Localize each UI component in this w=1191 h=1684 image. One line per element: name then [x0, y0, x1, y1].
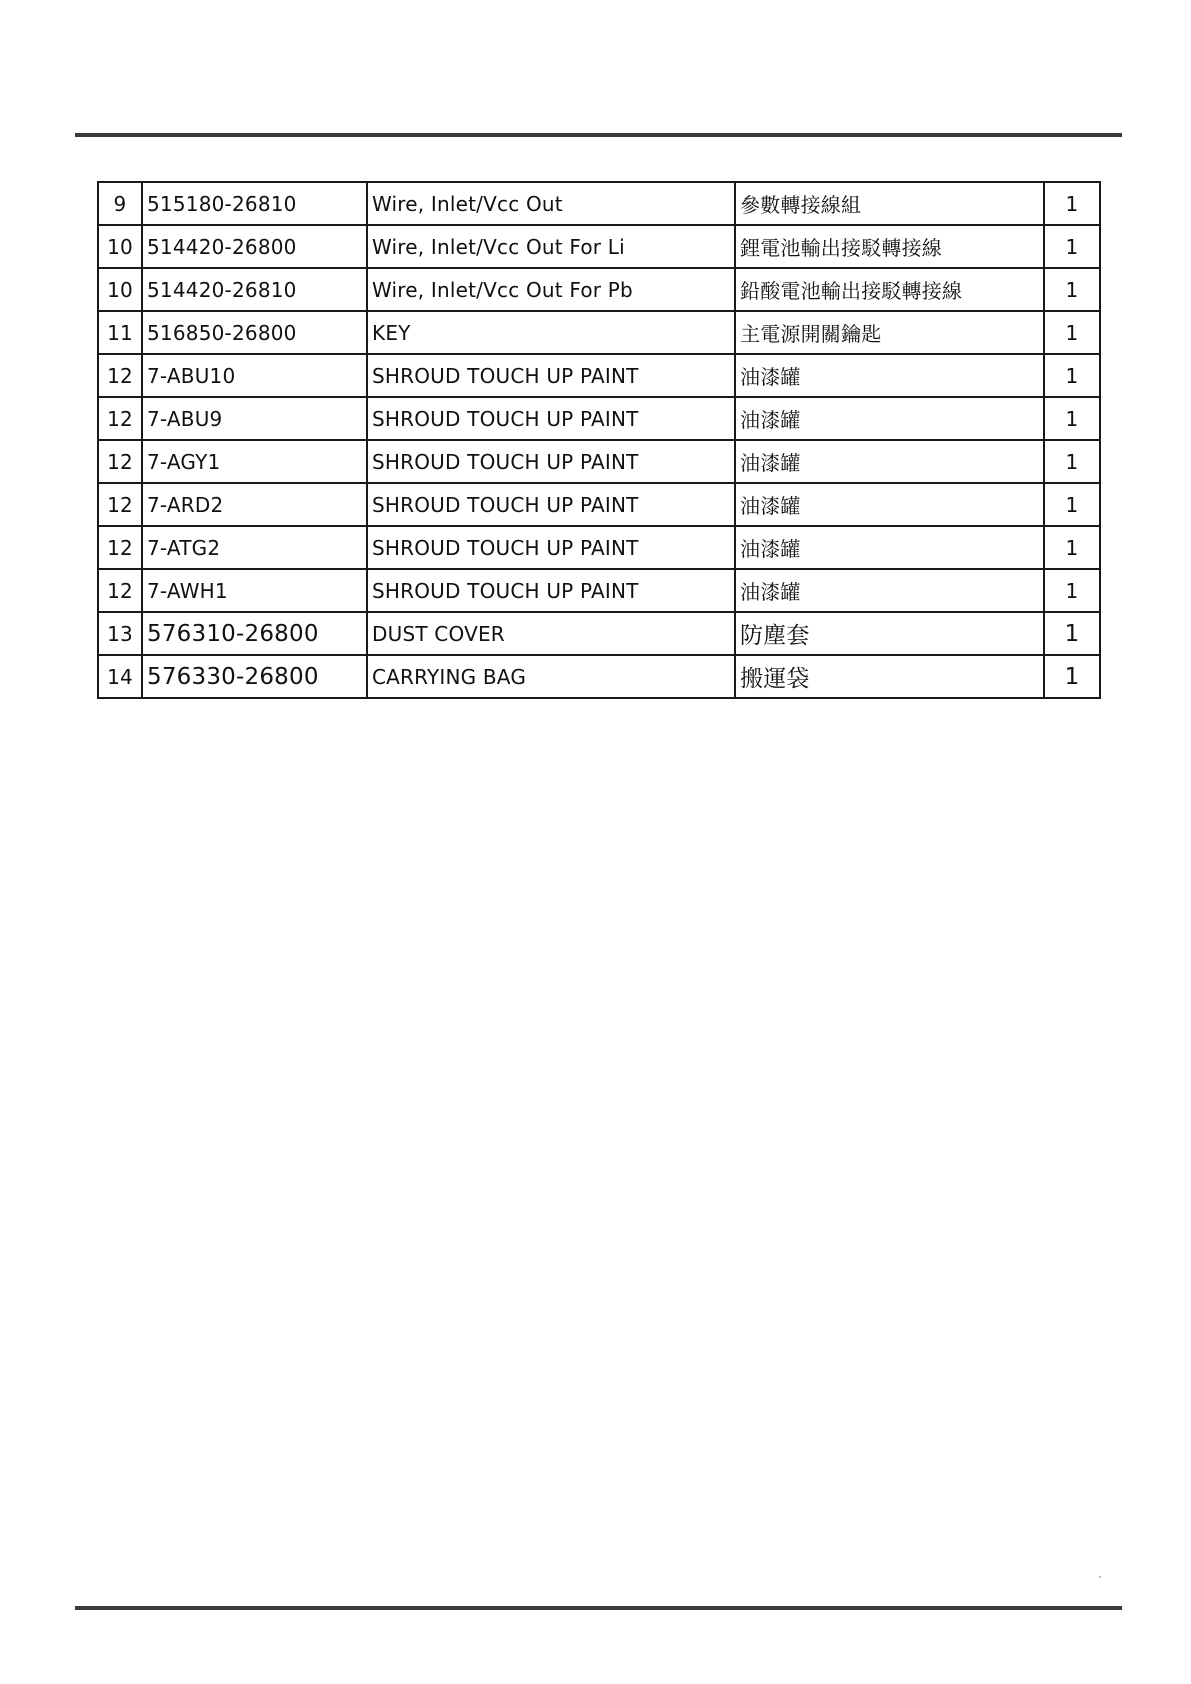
- item-number: 11: [98, 311, 142, 354]
- item-number: 10: [98, 268, 142, 311]
- parts-table: [97, 181, 1101, 699]
- scan-speck: [1099, 1576, 1101, 1578]
- part-number: 514420-26810: [142, 268, 367, 311]
- part-number: 7-ABU10: [142, 354, 367, 397]
- description-zh: 主電源開關鑰匙: [735, 311, 1044, 354]
- quantity: 1: [1044, 225, 1100, 268]
- quantity: 1: [1044, 569, 1100, 612]
- part-number: 576310-26800: [142, 612, 367, 655]
- quantity: 1: [1044, 354, 1100, 397]
- quantity: 1: [1044, 440, 1100, 483]
- description-zh: 油漆罐: [735, 569, 1044, 612]
- description-zh: 鉛酸電池輸出接駁轉接線: [735, 268, 1044, 311]
- item-number: 12: [98, 440, 142, 483]
- table-row: [98, 397, 1100, 440]
- table-row: [98, 268, 1100, 311]
- description: DUST COVER: [367, 612, 735, 655]
- table-row: [98, 182, 1100, 225]
- item-number: 12: [98, 483, 142, 526]
- description: KEY: [367, 311, 735, 354]
- description: SHROUD TOUCH UP PAINT: [367, 569, 735, 612]
- description-zh: 油漆罐: [735, 397, 1044, 440]
- description: SHROUD TOUCH UP PAINT: [367, 354, 735, 397]
- table-row: [98, 354, 1100, 397]
- description-zh: 油漆罐: [735, 483, 1044, 526]
- table-row: [98, 225, 1100, 268]
- item-number: 13: [98, 612, 142, 655]
- description: SHROUD TOUCH UP PAINT: [367, 397, 735, 440]
- description-zh: 防塵套: [735, 612, 1044, 655]
- table-row: [98, 569, 1100, 612]
- part-number: 7-ARD2: [142, 483, 367, 526]
- table-row: [98, 526, 1100, 569]
- item-number: 12: [98, 354, 142, 397]
- table-row: [98, 612, 1100, 655]
- part-number: 7-ABU9: [142, 397, 367, 440]
- item-number: 14: [98, 655, 142, 698]
- item-number: 9: [98, 182, 142, 225]
- quantity: 1: [1044, 397, 1100, 440]
- description-zh: 搬運袋: [735, 655, 1044, 698]
- description: SHROUD TOUCH UP PAINT: [367, 526, 735, 569]
- part-number: 7-AWH1: [142, 569, 367, 612]
- item-number: 12: [98, 569, 142, 612]
- description-zh: 鋰電池輸出接駁轉接線: [735, 225, 1044, 268]
- footer-rule: [75, 1606, 1122, 1610]
- part-number: 7-ATG2: [142, 526, 367, 569]
- description-zh: 參數轉接線組: [735, 182, 1044, 225]
- table-row: [98, 655, 1100, 698]
- description: Wire, Inlet/Vcc Out: [367, 182, 735, 225]
- part-number: 576330-26800: [142, 655, 367, 698]
- part-number: 516850-26800: [142, 311, 367, 354]
- description-zh: 油漆罐: [735, 526, 1044, 569]
- quantity: 1: [1044, 268, 1100, 311]
- item-number: 10: [98, 225, 142, 268]
- header-rule: [75, 133, 1122, 137]
- part-number: 515180-26810: [142, 182, 367, 225]
- table-row: [98, 440, 1100, 483]
- quantity: 1: [1044, 311, 1100, 354]
- part-number: 7-AGY1: [142, 440, 367, 483]
- item-number: 12: [98, 397, 142, 440]
- item-number: 12: [98, 526, 142, 569]
- quantity: 1: [1044, 483, 1100, 526]
- quantity: 1: [1044, 655, 1100, 698]
- quantity: 1: [1044, 612, 1100, 655]
- table-row: [98, 483, 1100, 526]
- description: Wire, Inlet/Vcc Out For Li: [367, 225, 735, 268]
- description: CARRYING BAG: [367, 655, 735, 698]
- description: SHROUD TOUCH UP PAINT: [367, 440, 735, 483]
- quantity: 1: [1044, 526, 1100, 569]
- description-zh: 油漆罐: [735, 440, 1044, 483]
- description: SHROUD TOUCH UP PAINT: [367, 483, 735, 526]
- quantity: 1: [1044, 182, 1100, 225]
- description: Wire, Inlet/Vcc Out For Pb: [367, 268, 735, 311]
- part-number: 514420-26800: [142, 225, 367, 268]
- table-row: [98, 311, 1100, 354]
- description-zh: 油漆罐: [735, 354, 1044, 397]
